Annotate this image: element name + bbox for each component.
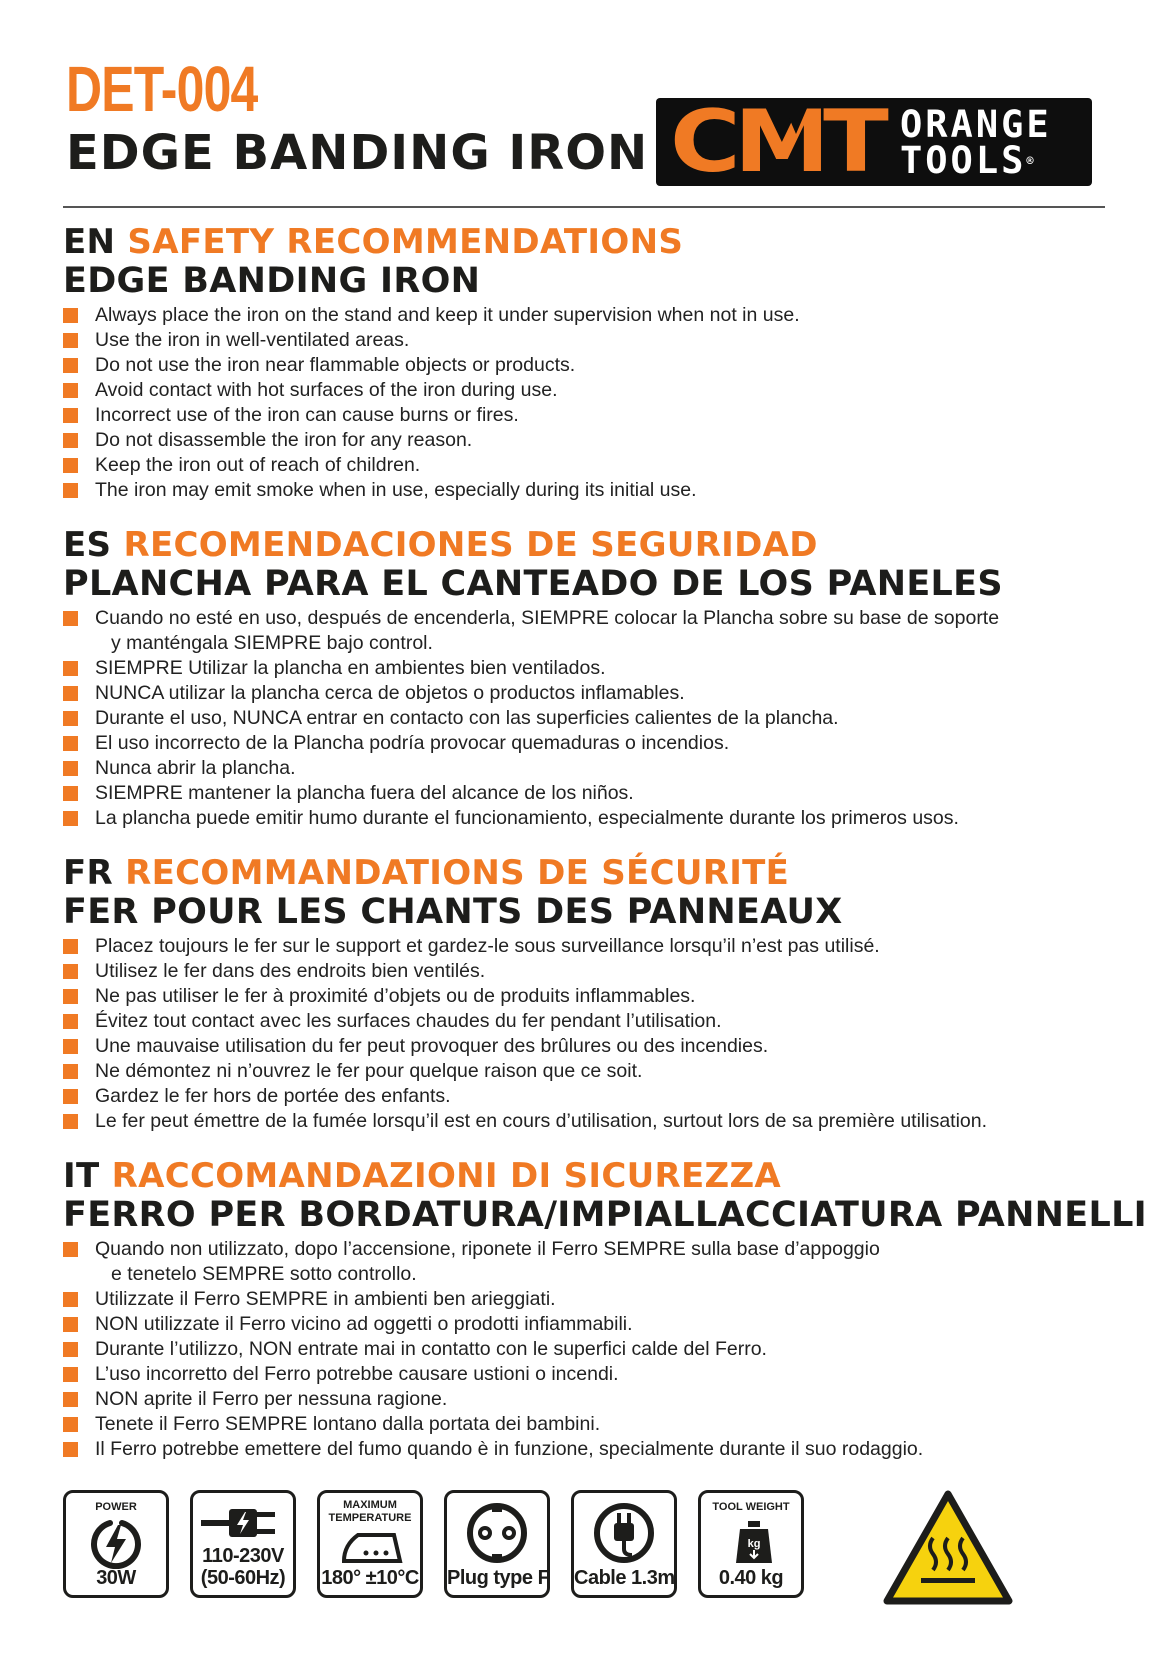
list-item	[63, 428, 1123, 453]
weight-spec	[698, 1490, 804, 1598]
plug-type-spec	[444, 1490, 550, 1598]
hot-surface-warning-icon	[883, 1490, 1013, 1605]
list-item-text: Gardez le fer hors de portée des enfants.	[95, 1085, 451, 1107]
bullet-square-icon	[63, 686, 78, 701]
list-item	[63, 1362, 1123, 1387]
recommendation-list	[63, 934, 1123, 1134]
product-code: DET-004	[66, 53, 258, 125]
list-item-text: NON aprite il Ferro per nessuna ragione.	[95, 1388, 448, 1410]
section-heading: RACCOMANDAZIONI DI SICUREZZA	[111, 1156, 782, 1196]
list-item	[63, 959, 1123, 984]
list-item-text: Utilisez le fer dans des endroits bien ventilés.	[95, 960, 486, 982]
list-item	[63, 1437, 1123, 1462]
bullet-square-icon	[63, 786, 78, 801]
bullet-square-icon	[63, 1039, 78, 1054]
product-name: EDGE BANDING IRON	[66, 125, 649, 181]
section-subtitle: PLANCHA PARA EL CANTEADO DE LOS PANELES	[63, 564, 1003, 604]
cable-spec	[571, 1490, 677, 1598]
list-item-text: Incorrect use of the iron can cause burns or fires.	[95, 404, 519, 426]
section-heading: SAFETY RECOMMENDATIONS	[127, 222, 684, 262]
list-item	[63, 1287, 1123, 1312]
spec-icons-row	[63, 1490, 963, 1605]
bullet-square-icon	[63, 1367, 78, 1382]
list-item	[63, 1337, 1123, 1362]
socket-icon	[465, 1501, 529, 1565]
bullet-square-icon	[63, 736, 78, 751]
temperature-label-1: MAXIMUM	[343, 1499, 397, 1511]
section-it	[63, 1156, 1148, 1462]
recommendation-list	[63, 303, 1123, 503]
header-divider	[63, 206, 1105, 208]
voltage-value: 110-230V	[202, 1545, 284, 1567]
iron-temperature-icon	[338, 1529, 408, 1565]
logo-wedge	[784, 106, 808, 134]
bullet-square-icon	[63, 1114, 78, 1129]
list-item-text: Use the iron in well-ventilated areas.	[95, 329, 410, 351]
bullet-square-icon	[63, 1242, 78, 1257]
cable-plug-icon	[592, 1501, 656, 1565]
power-bolt-icon	[86, 1517, 146, 1569]
section-fr	[63, 853, 1123, 1134]
bullet-square-icon	[63, 611, 78, 626]
bullet-square-icon	[63, 761, 78, 776]
section-heading: RECOMMANDATIONS DE SÉCURITÉ	[125, 853, 790, 893]
temperature-spec	[317, 1490, 423, 1598]
logo-line2-text: TOOLS	[900, 139, 1027, 182]
list-item-text: Always place the iron on the stand and keep it under supervision when not in use.	[95, 304, 800, 326]
list-item-text: Do not disassemble the iron for any reason.	[95, 429, 473, 451]
list-item	[63, 1312, 1123, 1337]
list-item-text: La plancha puede emitir humo durante el funcionamiento, especialmente durante los primeros usos.	[95, 807, 959, 829]
list-item-text: Placez toujours le fer sur le support et gardez-le sous surveillance lorsqu’il n’est pas utilisé.	[95, 935, 880, 957]
section-lang: IT	[63, 1156, 100, 1196]
list-item	[63, 756, 1123, 781]
list-item-text: Keep the iron out of reach of children.	[95, 454, 421, 476]
logo-line2	[900, 139, 1034, 182]
recommendation-list	[63, 1237, 1123, 1462]
list-item-text: Tenete il Ferro SEMPRE lontano dalla portata dei bambini.	[95, 1413, 601, 1435]
list-item-text: Avoid contact with hot surfaces of the iron during use.	[95, 379, 558, 401]
weight-icon	[734, 1519, 774, 1565]
temperature-value: 180° ±10°C	[321, 1567, 419, 1589]
bullet-square-icon	[63, 1089, 78, 1104]
list-item-text: L’uso incorretto del Ferro potrebbe causare ustioni o incendi.	[95, 1363, 619, 1385]
weight-unit: kg	[747, 1538, 761, 1550]
section-subtitle: EDGE BANDING IRON	[63, 261, 481, 301]
bullet-square-icon	[63, 661, 78, 676]
list-item	[63, 328, 1123, 353]
list-item-text: Cuando no esté en uso, después de encenderla, SIEMPRE colocar la Plancha sobre su base de soporte	[95, 607, 1000, 629]
list-item	[63, 1412, 1123, 1437]
weight-label: TOOL WEIGHT	[712, 1501, 790, 1513]
voltage-spec	[190, 1490, 296, 1598]
section-es	[63, 525, 1123, 831]
list-item-text: The iron may emit smoke when in use, especially during its initial use.	[95, 479, 697, 501]
list-item	[63, 806, 1123, 831]
power-spec	[63, 1490, 169, 1598]
list-item-text: Il Ferro potrebbe emettere del fumo quando è in funzione, specialmente durante il suo rodaggio.	[95, 1438, 924, 1460]
bullet-square-icon	[63, 989, 78, 1004]
section-lang: FR	[63, 853, 114, 893]
bullet-square-icon	[63, 939, 78, 954]
bullet-square-icon	[63, 333, 78, 348]
section-heading: RECOMENDACIONES DE SEGURIDAD	[123, 525, 818, 565]
bullet-square-icon	[63, 308, 78, 323]
list-item	[63, 681, 1123, 706]
bullet-square-icon	[63, 483, 78, 498]
list-item-text: Évitez tout contact avec les surfaces chaudes du fer pendant l’utilisation.	[95, 1010, 722, 1032]
list-item	[63, 706, 1123, 731]
section-subtitle: FER POUR LES CHANTS DES PANNEAUX	[63, 892, 843, 932]
list-item-text: El uso incorrecto de la Plancha podría provocar quemaduras o incendios.	[95, 732, 730, 754]
bullet-square-icon	[63, 1064, 78, 1079]
list-item	[63, 934, 1123, 959]
list-item	[63, 1237, 1123, 1287]
logo-registered: ®	[1026, 154, 1034, 168]
plug-voltage-icon	[199, 1503, 289, 1543]
list-item-text: NUNCA utilizar la plancha cerca de objetos o productos inflamables.	[95, 682, 685, 704]
section-title	[63, 853, 1123, 893]
list-item	[63, 478, 1123, 503]
cable-value: Cable 1.3m	[574, 1567, 675, 1589]
list-item	[63, 1009, 1123, 1034]
list-item	[63, 1034, 1123, 1059]
list-item	[63, 1109, 1123, 1134]
list-item-text: SIEMPRE Utilizar la plancha en ambientes bien ventilados.	[95, 657, 606, 679]
bullet-square-icon	[63, 711, 78, 726]
list-item	[63, 606, 1123, 656]
list-item	[63, 1387, 1123, 1412]
bullet-square-icon	[63, 964, 78, 979]
list-item-text: Durante el uso, NUNCA entrar en contacto con las superficies calientes de la plancha.	[95, 707, 839, 729]
list-item-text: Utilizzate il Ferro SEMPRE in ambienti ben arieggiati.	[95, 1288, 556, 1310]
list-item-text: Ne pas utiliser le fer à proximité d’objets ou de produits inflammables.	[95, 985, 696, 1007]
list-item-text: Do not use the iron near flammable objects or products.	[95, 354, 576, 376]
bullet-square-icon	[63, 811, 78, 826]
list-item-text: Quando non utilizzato, dopo l’accensione, riponete il Ferro SEMPRE sulla base d’appoggio	[95, 1238, 880, 1260]
list-item	[63, 378, 1123, 403]
power-label: POWER	[95, 1501, 137, 1513]
bullet-square-icon	[63, 1317, 78, 1332]
list-item	[63, 303, 1123, 328]
list-item-text-continued: y manténgala SIEMPRE bajo control.	[111, 632, 433, 654]
logo-line1: ORANGE	[900, 103, 1052, 146]
section-subtitle: FERRO PER BORDATURA/IMPIALLACCIATURA PANNELLI	[63, 1195, 1148, 1235]
list-item-text: Ne démontez ni n’ouvrez le fer pour quelque raison que ce soit.	[95, 1060, 643, 1082]
list-item-text: Le fer peut émettre de la fumée lorsqu’il est en cours d’utilisation, surtout lors de sa première utilisation.	[95, 1110, 988, 1132]
bullet-square-icon	[63, 433, 78, 448]
header	[66, 55, 648, 181]
list-item	[63, 731, 1123, 756]
bullet-square-icon	[63, 383, 78, 398]
bullet-square-icon	[63, 1442, 78, 1457]
list-item	[63, 1059, 1123, 1084]
section-title	[63, 1156, 1123, 1196]
list-item-text-continued: e tenetelo SEMPRE sotto controllo.	[111, 1263, 417, 1285]
list-item-text: Durante l’utilizzo, NON entrate mai in contatto con le superfici calde del Ferro.	[95, 1338, 767, 1360]
power-value: 30W	[96, 1567, 136, 1589]
bullet-square-icon	[63, 1342, 78, 1357]
weight-value: 0.40 kg	[718, 1567, 784, 1589]
list-item	[63, 453, 1123, 478]
temperature-label-2: TEMPERATURE	[328, 1512, 412, 1524]
bullet-square-icon	[63, 408, 78, 423]
logo-brand: CMT	[670, 98, 883, 186]
section-title	[63, 525, 1123, 565]
list-item	[63, 781, 1123, 806]
bullet-square-icon	[63, 358, 78, 373]
list-item-text: NON utilizzate il Ferro vicino ad oggetti o prodotti infiammabili.	[95, 1313, 633, 1335]
list-item	[63, 656, 1123, 681]
cmt-logo	[656, 98, 1092, 186]
recommendation-list	[63, 606, 1123, 831]
plug-type-value: Plug type F	[447, 1567, 550, 1589]
list-item	[63, 1084, 1123, 1109]
list-item-text: Nunca abrir la plancha.	[95, 757, 296, 779]
section-lang: EN	[63, 222, 116, 262]
bullet-square-icon	[63, 1392, 78, 1407]
bullet-square-icon	[63, 1014, 78, 1029]
list-item	[63, 353, 1123, 378]
bullet-square-icon	[63, 1417, 78, 1432]
list-item	[63, 984, 1123, 1009]
bullet-square-icon	[63, 458, 78, 473]
list-item-text: SIEMPRE mantener la plancha fuera del alcance de los niños.	[95, 782, 634, 804]
section-lang: ES	[63, 525, 112, 565]
list-item	[63, 403, 1123, 428]
list-item-text: Une mauvaise utilisation du fer peut provoquer des brûlures ou des incendies.	[95, 1035, 769, 1057]
bullet-square-icon	[63, 1292, 78, 1307]
section-en	[63, 222, 1123, 503]
frequency-value: (50-60Hz)	[200, 1567, 286, 1589]
section-title	[63, 222, 1123, 262]
